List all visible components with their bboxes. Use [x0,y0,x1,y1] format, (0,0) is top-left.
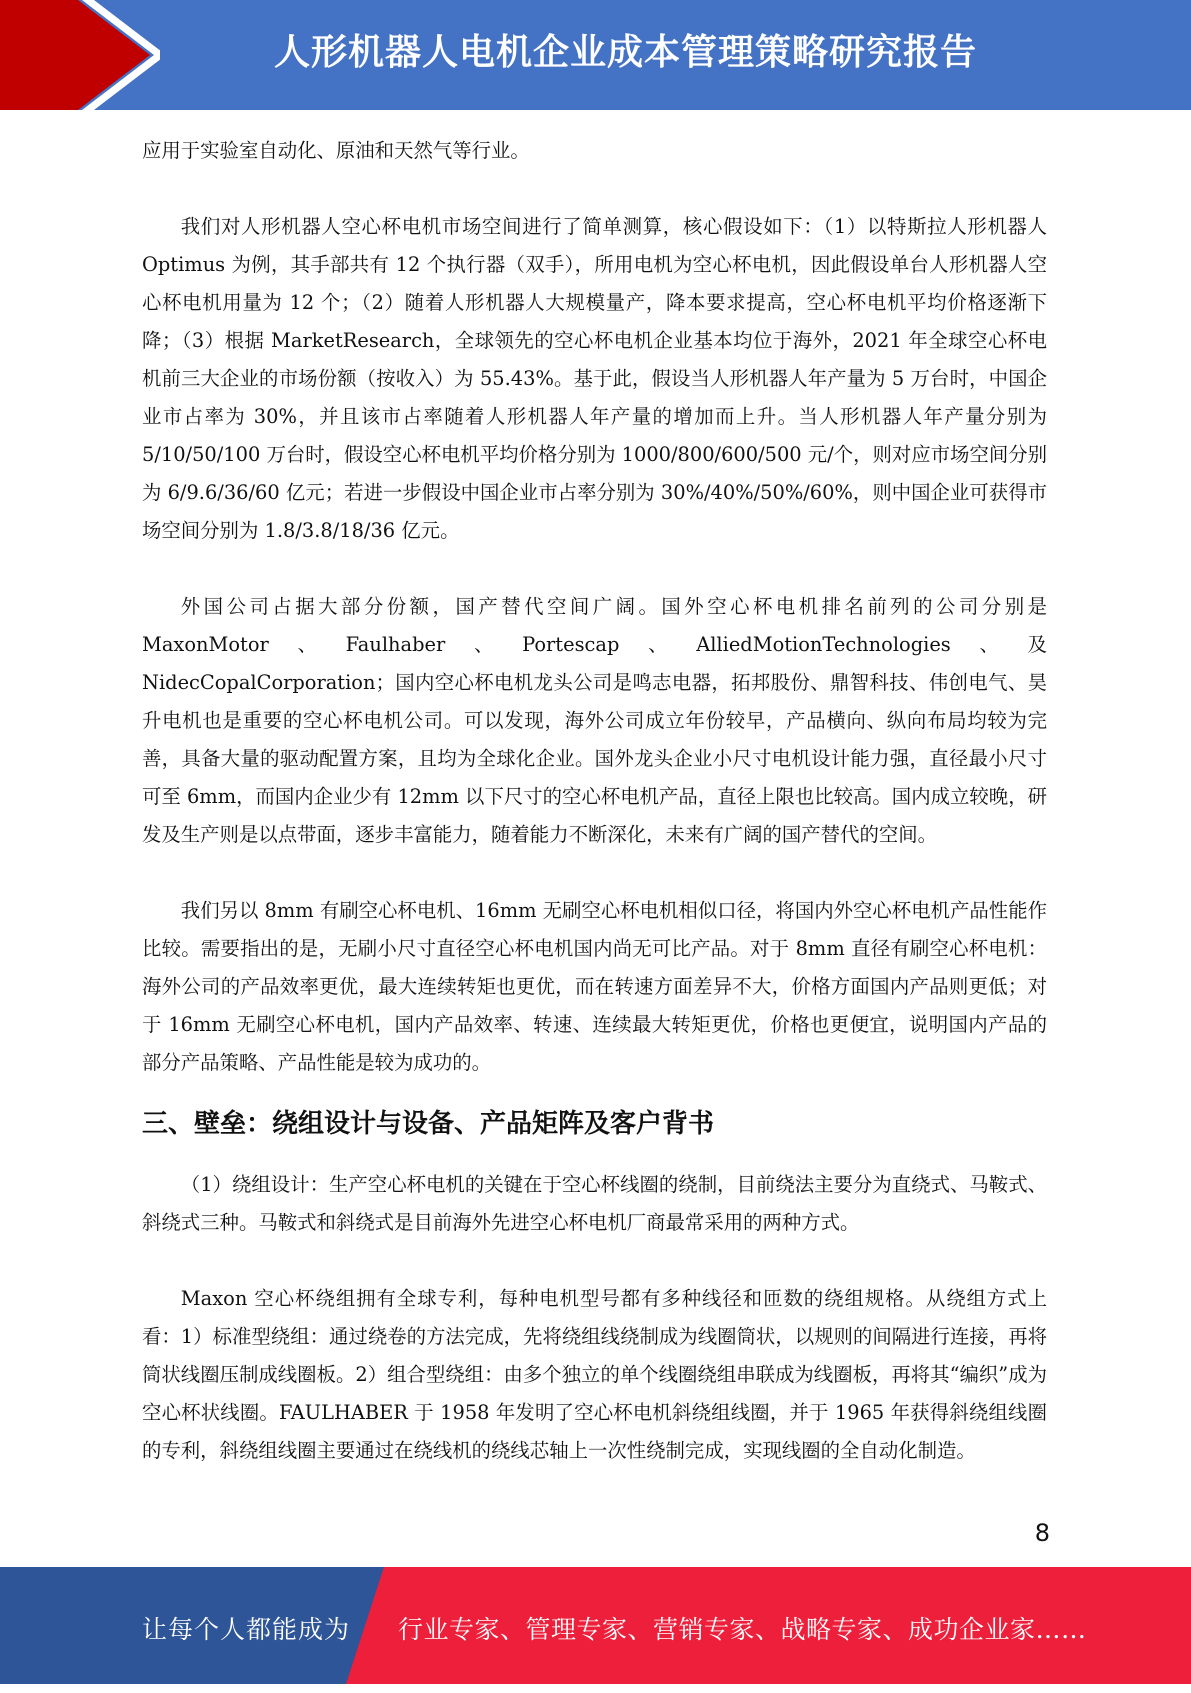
section-heading: 三、壁垒：绕组设计与设备、产品矩阵及客户背书 [142,1109,715,1139]
paragraph-5: （1）绕组设计：生产空心杯电机的关键在于空心杯线圈的绕制，目前绕法主要分为直绕式、马鞍式、斜绕式三种。马鞍式和斜绕式是目前海外先进空心杯电机厂商最常采用的两种方式。 [142,1173,1047,1234]
paragraph-1: 应用于实验室自动化、原油和天然气等行业。 [142,139,530,162]
paragraph-6: Maxon 空心杯绕组拥有全球专利，每种电机型号都有多种线径和匝数的绕组规格。从绕组方式上看：1）标准型绕组：通过绕卷的方法完成，先将绕组线绕制成为线圈筒状，以规则的间隔进行连接，再将筒状线圈压制成线圈板。2）组合型绕组：由多个独立的单个线圈绕组串联成为线圈板，再将其“编织”成为空心杯状线圈。FAULHABER 于 1958 年发明了空心杯电机斜绕组线圈，并于 1965 年获得斜绕组线圈的专利，斜绕组线圈主要通过在绕线机的绕线芯轴上一次性绕制完成，实现线圈的全自动化制造。 [142,1287,1047,1462]
paragraph-2: 我们对人形机器人空心杯电机市场空间进行了简单测算，核心假设如下：（1）以特斯拉人形机器人 Optimus 为例，其手部共有 12 个执行器（双手），所用电机为空心杯电机，因此假设单台人形机器人空心杯电机用量为 12 个；（2）随着人形机器人大规模量产，降本要求提高，空心杯电机平均价格逐渐下降；（3）根据 MarketResearch，全球领先的空心杯电机企业基本均位于海外，2021 年全球空心杯电机前三大企业的市场份额（按收入）为 55.43%。基于此，假设当人形机器人年产量为 5 万台时，中国企业市占率为 30%，并且该市占率随着人形机器人年产量的增加而上升。当人形机器人年产量分别为 5/10/50/100 万台时，假设空心杯电机平均价格分别为 1000/800/600/500 元/个，则对应市场空间分别为 6/9.6/36/60 亿元；若进一步假设中国企业市占率分别为 30%/40%/50%/60%，则中国企业可获得市场空间分别为 1.8/3.8/18/36 亿元。 [142,215,1048,542]
footer-slogan-left: 让每个人都能成为 [142,1615,351,1644]
paragraph-3: 外国公司占据大部分份额，国产替代空间广阔。国外空心杯电机排名前列的公司分别是 MaxonMotor、Faulhaber、Portescap、AlliedMotionTechnologies、及 NidecCopalCorporation；国内空心杯电机龙头公司是鸣志电器，拓邦股份、鼎智科技、伟创电气、昊升电机也是重要的空心杯电机公司。可以发现，海外公司成立年份较早，产品横向、纵向布局均较为完善，具备大量的驱动配置方案，且均为全球化企业。国外龙头企业小尺寸电机设计能力强，直径最小尺寸可至 6mm，而国内企业少有 12mm 以下尺寸的空心杯电机产品，直径上限也比较高。国内成立较晚，研发及生产则是以点带面，逐步丰富能力，随着能力不断深化，未来有广阔的国产替代的空间。 [142,595,1047,846]
document-body [142,132,1047,1470]
page-number: 8 [1034,1519,1050,1547]
report-title: 人形机器人电机企业成本管理策略研究报告 [273,32,977,73]
arrow-decoration-icon [0,0,160,110]
footer-slogan-right: 行业专家、管理专家、营销专家、战略专家、成功企业家…… [398,1615,1087,1644]
page-footer [0,1567,1191,1684]
paragraph-4: 我们另以 8mm 有刷空心杯电机、16mm 无刷空心杯电机相似口径，将国内外空心杯电机产品性能作比较。需要指出的是，无刷小尺寸直径空心杯电机国内尚无可比产品。对于 8mm 直径有刷空心杯电机：海外公司的产品效率更优，最大连续转矩也更优，而在转速方面差异不大，价格方面国内产品则更低；对于 16mm 无刷空心杯电机，国内产品效率、转速、连续最大转矩更优，价格也更便宜，说明国内产品的部分产品策略、产品性能是较为成功的。 [142,899,1047,1074]
page-header [0,0,1191,110]
